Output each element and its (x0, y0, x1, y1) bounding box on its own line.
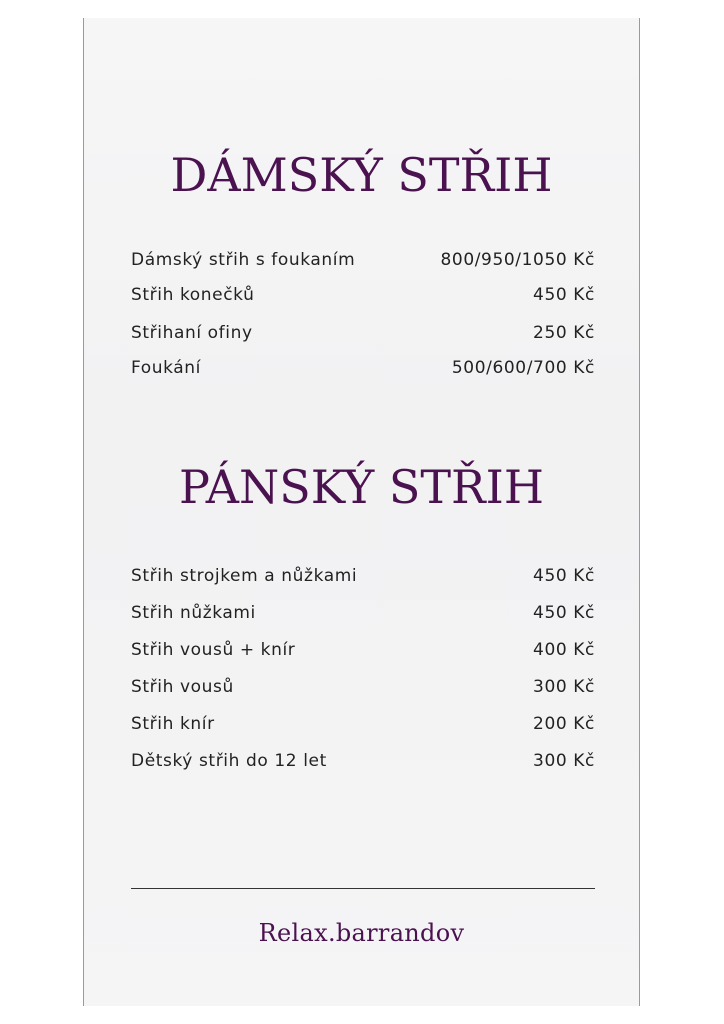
list-item (131, 677, 595, 695)
service-name: Střih strojkem a nůžkami (131, 566, 358, 586)
list-item (131, 714, 595, 732)
service-name: Střih nůžkami (131, 603, 256, 623)
service-name: Střih knír (131, 714, 215, 734)
service-name: Střihaní ofiny (131, 323, 253, 343)
service-price: 800/950/1050 Kč (440, 250, 595, 270)
footer-divider (131, 888, 595, 889)
service-price: 450 Kč (533, 285, 595, 305)
service-price: 300 Kč (533, 751, 595, 771)
list-item (131, 323, 595, 341)
service-name: Střih vousů (131, 677, 234, 697)
service-price: 300 Kč (533, 677, 595, 697)
service-price: 400 Kč (533, 640, 595, 660)
service-name: Střih konečků (131, 285, 255, 305)
list-item (131, 285, 595, 303)
brand-name: Relax.barrandov (258, 919, 465, 947)
service-name: Dámský střih s foukaním (131, 250, 356, 270)
service-price: 450 Kč (533, 603, 595, 623)
list-item (131, 640, 595, 658)
service-name: Střih vousů + knír (131, 640, 296, 660)
service-price: 200 Kč (533, 714, 595, 734)
service-price: 500/600/700 Kč (451, 358, 595, 378)
service-name: Dětský střih do 12 let (131, 751, 327, 771)
list-item (131, 603, 595, 621)
mens-cut-heading: PÁNSKÝ STŘIH (179, 460, 544, 514)
service-price: 250 Kč (533, 323, 595, 343)
womens-price-list (131, 250, 595, 393)
price-list-page (83, 18, 640, 1006)
womens-cut-heading: DÁMSKÝ STŘIH (170, 148, 553, 202)
service-price: 450 Kč (533, 566, 595, 586)
list-item (131, 358, 595, 376)
list-item (131, 250, 595, 268)
list-item (131, 566, 595, 584)
list-item (131, 751, 595, 769)
service-name: Foukání (131, 358, 202, 378)
mens-price-list (131, 566, 595, 788)
